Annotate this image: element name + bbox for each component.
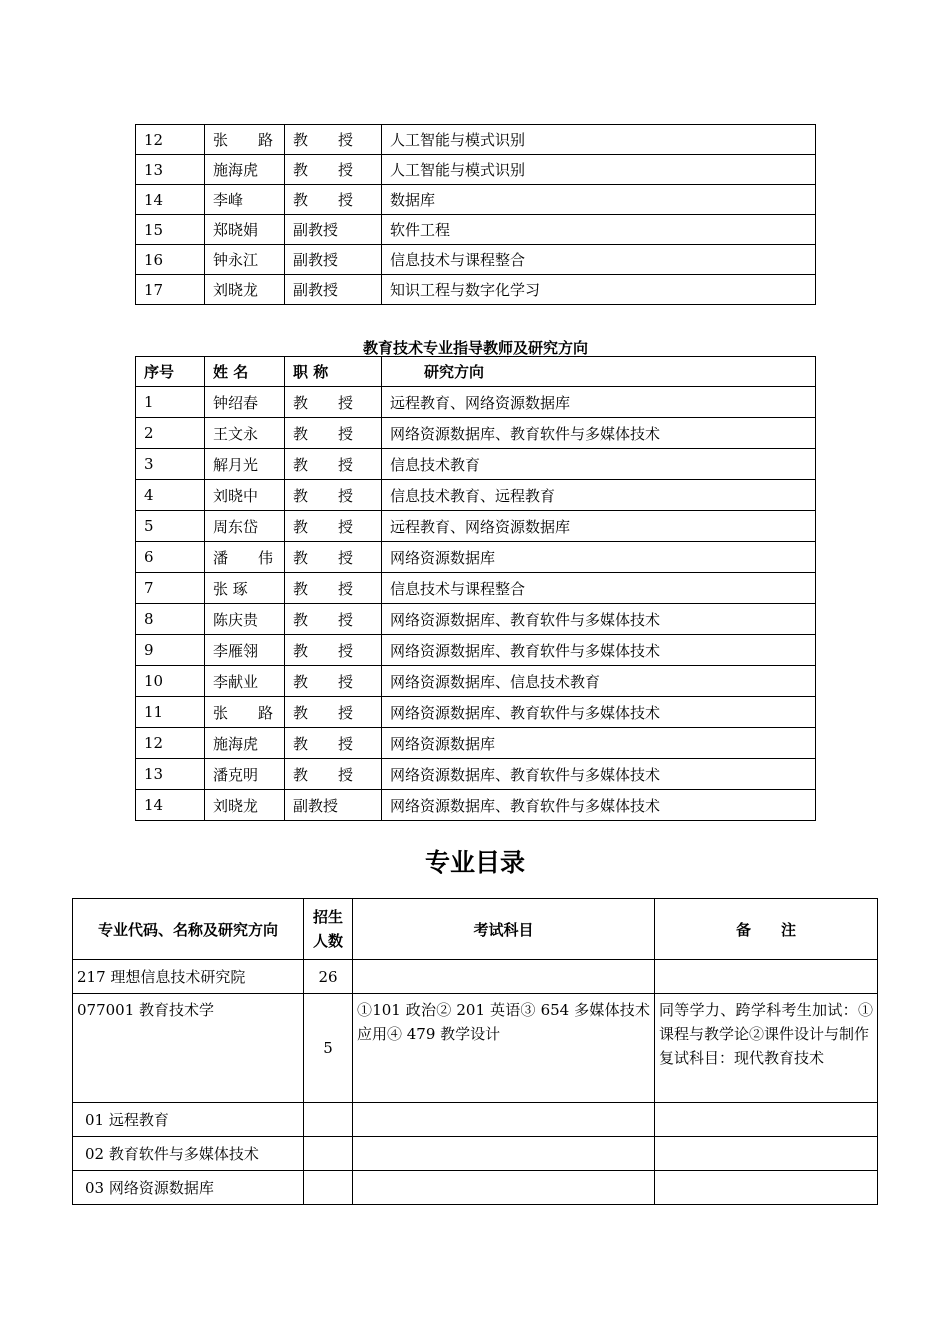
direction-exam xyxy=(353,1137,655,1171)
institute-quota: 26 xyxy=(304,960,353,994)
direction-quota xyxy=(304,1103,353,1137)
major-row xyxy=(73,994,878,1103)
note-extra-exam: 同等学力、跨学科考生加试：①课程与教学论②课件设计与制作 xyxy=(659,1001,873,1043)
catalog-title: 专业目录 xyxy=(424,848,525,877)
research-direction: 远程教育、网络资源数据库 xyxy=(382,511,816,542)
institute-name: 217 理想信息技术研究院 xyxy=(73,960,304,994)
row-number: 10 xyxy=(136,666,205,697)
header-quota xyxy=(304,899,353,960)
teacher-title: 教 授 xyxy=(285,697,382,728)
row-number: 16 xyxy=(136,245,205,275)
teacher-name: 潘 伟 xyxy=(205,542,285,573)
table-row xyxy=(136,542,816,573)
teacher-title: 教 授 xyxy=(285,635,382,666)
teacher-title: 教 授 xyxy=(285,511,382,542)
teacher-title: 副教授 xyxy=(285,245,382,275)
header-quota-line1: 招生 xyxy=(312,908,343,926)
teacher-title: 副教授 xyxy=(285,215,382,245)
table-row xyxy=(136,511,816,542)
header-note: 备 注 xyxy=(655,899,878,960)
table-header-row xyxy=(136,357,816,387)
research-direction: 人工智能与模式识别 xyxy=(382,155,816,185)
teacher-name: 郑晓娟 xyxy=(205,215,285,245)
research-direction: 信息技术与课程整合 xyxy=(382,245,816,275)
direction-quota xyxy=(304,1171,353,1205)
direction-note xyxy=(655,1103,878,1137)
teacher-name: 潘克明 xyxy=(205,759,285,790)
teacher-name: 解月光 xyxy=(205,449,285,480)
header-direction: 研究方向 xyxy=(382,357,816,387)
teacher-name: 刘晓中 xyxy=(205,480,285,511)
teacher-name: 张 路 xyxy=(205,697,285,728)
row-number: 13 xyxy=(136,759,205,790)
teacher-title: 副教授 xyxy=(285,790,382,821)
teacher-title: 教 授 xyxy=(285,604,382,635)
direction-exam xyxy=(353,1103,655,1137)
research-direction: 软件工程 xyxy=(382,215,816,245)
row-number: 14 xyxy=(136,790,205,821)
research-direction: 人工智能与模式识别 xyxy=(382,125,816,155)
direction-name: 02 教育软件与多媒体技术 xyxy=(73,1137,304,1171)
teacher-title: 教 授 xyxy=(285,185,382,215)
direction-exam xyxy=(353,1171,655,1205)
row-number: 5 xyxy=(136,511,205,542)
research-direction: 远程教育、网络资源数据库 xyxy=(382,387,816,418)
teacher-title: 副教授 xyxy=(285,275,382,305)
teacher-name: 王文永 xyxy=(205,418,285,449)
header-number: 序号 xyxy=(136,357,205,387)
teacher-name: 李献业 xyxy=(205,666,285,697)
teacher-title: 教 授 xyxy=(285,759,382,790)
row-number: 11 xyxy=(136,697,205,728)
major-note xyxy=(655,994,878,1103)
teacher-title: 教 授 xyxy=(285,387,382,418)
table-row xyxy=(136,215,816,245)
table-row xyxy=(136,728,816,759)
research-direction: 网络资源数据库、教育软件与多媒体技术 xyxy=(382,604,816,635)
row-number: 4 xyxy=(136,480,205,511)
major-exam: ①101 政治② 201 英语③ 654 多媒体技术应用④ 479 教学设计 xyxy=(353,994,655,1103)
direction-note xyxy=(655,1137,878,1171)
table-row xyxy=(136,387,816,418)
research-direction: 网络资源数据库 xyxy=(382,542,816,573)
research-direction: 数据库 xyxy=(382,185,816,215)
teacher-name: 张 路 xyxy=(205,125,285,155)
teacher-title: 教 授 xyxy=(285,666,382,697)
teacher-title: 教 授 xyxy=(285,480,382,511)
table-row xyxy=(136,275,816,305)
teacher-title: 教 授 xyxy=(285,418,382,449)
teacher-title: 教 授 xyxy=(285,573,382,604)
table-row xyxy=(136,125,816,155)
faculty-table-continued xyxy=(135,124,816,305)
table-row xyxy=(136,449,816,480)
research-direction: 信息技术教育 xyxy=(382,449,816,480)
research-direction: 网络资源数据库、教育软件与多媒体技术 xyxy=(382,697,816,728)
institute-row xyxy=(73,960,878,994)
direction-quota xyxy=(304,1137,353,1171)
teacher-name: 施海虎 xyxy=(205,155,285,185)
teacher-name: 施海虎 xyxy=(205,728,285,759)
table-row xyxy=(136,185,816,215)
institute-note xyxy=(655,960,878,994)
header-exam: 考试科目 xyxy=(353,899,655,960)
institute-exam xyxy=(353,960,655,994)
teacher-name: 陈庆贵 xyxy=(205,604,285,635)
row-number: 1 xyxy=(136,387,205,418)
major-catalog-table xyxy=(72,898,878,1205)
header-quota-line2: 人数 xyxy=(312,932,343,950)
teacher-name: 刘晓龙 xyxy=(205,275,285,305)
row-number: 6 xyxy=(136,542,205,573)
table-caption: 教育技术专业指导教师及研究方向 xyxy=(362,339,588,357)
teacher-title: 教 授 xyxy=(285,728,382,759)
teacher-title: 教 授 xyxy=(285,155,382,185)
research-direction: 网络资源数据库 xyxy=(382,728,816,759)
table-row xyxy=(136,155,816,185)
major-quota: 5 xyxy=(304,994,353,1103)
teacher-name: 钟绍春 xyxy=(205,387,285,418)
row-number: 13 xyxy=(136,155,205,185)
header-major: 专业代码、名称及研究方向 xyxy=(73,899,304,960)
direction-name: 01 远程教育 xyxy=(73,1103,304,1137)
research-direction: 网络资源数据库、教育软件与多媒体技术 xyxy=(382,418,816,449)
table-row xyxy=(136,604,816,635)
row-number: 2 xyxy=(136,418,205,449)
row-number: 3 xyxy=(136,449,205,480)
direction-note xyxy=(655,1171,878,1205)
row-number: 12 xyxy=(136,728,205,759)
teacher-title: 教 授 xyxy=(285,125,382,155)
row-number: 9 xyxy=(136,635,205,666)
table-row xyxy=(136,635,816,666)
table-row xyxy=(136,480,816,511)
table-row xyxy=(136,666,816,697)
research-direction: 信息技术与课程整合 xyxy=(382,573,816,604)
row-number: 14 xyxy=(136,185,205,215)
row-number: 17 xyxy=(136,275,205,305)
teacher-name: 钟永江 xyxy=(205,245,285,275)
row-number: 15 xyxy=(136,215,205,245)
table-row xyxy=(136,697,816,728)
research-direction: 网络资源数据库、教育软件与多媒体技术 xyxy=(382,790,816,821)
note-retest: 复试科目：现代教育技术 xyxy=(659,1049,825,1067)
table-header-row xyxy=(73,899,878,960)
table-row xyxy=(136,418,816,449)
teacher-name: 李雁翎 xyxy=(205,635,285,666)
research-direction: 网络资源数据库、信息技术教育 xyxy=(382,666,816,697)
direction-row xyxy=(73,1137,878,1171)
row-number: 7 xyxy=(136,573,205,604)
header-title: 职 称 xyxy=(285,357,382,387)
research-direction: 网络资源数据库、教育软件与多媒体技术 xyxy=(382,635,816,666)
direction-name: 03 网络资源数据库 xyxy=(73,1171,304,1205)
table-row xyxy=(136,759,816,790)
edtech-faculty-table xyxy=(135,356,816,821)
table-row xyxy=(136,573,816,604)
research-direction: 网络资源数据库、教育软件与多媒体技术 xyxy=(382,759,816,790)
teacher-title: 教 授 xyxy=(285,542,382,573)
table-row xyxy=(136,245,816,275)
teacher-name: 张 琢 xyxy=(205,573,285,604)
research-direction: 信息技术教育、远程教育 xyxy=(382,480,816,511)
teacher-title: 教 授 xyxy=(285,449,382,480)
row-number: 8 xyxy=(136,604,205,635)
direction-row xyxy=(73,1103,878,1137)
research-direction: 知识工程与数字化学习 xyxy=(382,275,816,305)
teacher-name: 李峰 xyxy=(205,185,285,215)
teacher-name: 周东岱 xyxy=(205,511,285,542)
row-number: 12 xyxy=(136,125,205,155)
header-name: 姓 名 xyxy=(205,357,285,387)
table-row xyxy=(136,790,816,821)
direction-row xyxy=(73,1171,878,1205)
major-name: 077001 教育技术学 xyxy=(73,994,304,1103)
teacher-name: 刘晓龙 xyxy=(205,790,285,821)
